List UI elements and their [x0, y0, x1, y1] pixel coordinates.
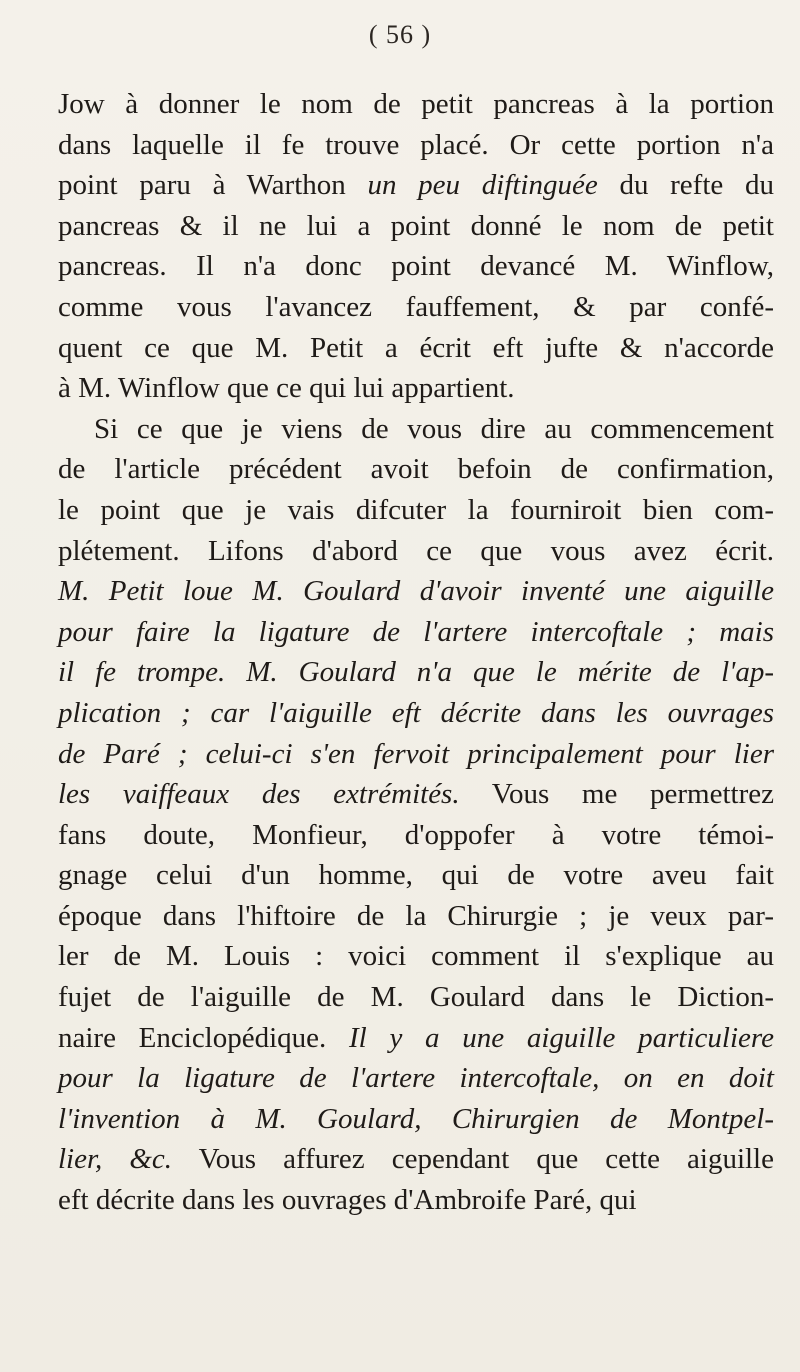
text-line	[58, 855, 774, 896]
italic-text-segment: il fe trompe. M. Goulard n'a que le mérite de l'ap-	[58, 656, 774, 689]
text-line	[58, 409, 774, 450]
text-segment: dans laquelle il fe trouve placé. Or cette portion n'a	[58, 128, 774, 161]
text-segment: pancreas & il ne lui a point donné le nom de petit	[58, 209, 774, 242]
text-line	[58, 774, 774, 815]
text-line	[58, 449, 774, 490]
text-line	[58, 612, 774, 653]
text-line	[58, 1099, 774, 1140]
text-line	[58, 206, 774, 247]
italic-text-segment: M. Petit loue M. Goulard d'avoir inventé une aiguille	[58, 575, 774, 608]
text-segment: fujet de l'aiguille de M. Goulard dans le Diction-	[58, 981, 774, 1014]
text-segment: eft décrite dans les ouvrages d'Ambroife Paré, qui	[58, 1184, 637, 1217]
text-line	[58, 246, 774, 287]
text-line	[58, 896, 774, 937]
text-line	[58, 531, 774, 572]
text-segment: naire Enciclopédique.	[58, 1021, 350, 1054]
italic-text-segment: de Paré ; celui-ci s'en fervoit principalement pour lier	[58, 737, 774, 770]
text-line	[58, 1018, 774, 1059]
text-segment: Vous affurez cependant que cette aiguille	[172, 1143, 774, 1176]
text-line	[58, 693, 774, 734]
text-line	[58, 125, 774, 166]
text-line	[58, 815, 774, 856]
text-segment: époque dans l'hiftoire de la Chirurgie ; je veux par-	[58, 899, 774, 932]
text-segment: à M. Winflow que ce qui lui appartient.	[58, 372, 515, 405]
text-segment: Jow à donner le nom de petit pancreas à la portion	[58, 88, 774, 120]
text-segment: quent ce que M. Petit a écrit eft jufte & n'accorde	[58, 331, 774, 364]
text-line	[58, 977, 774, 1018]
text-line	[58, 936, 774, 977]
text-segment: pancreas. Il n'a donc point devancé M. Winflow,	[58, 250, 774, 283]
italic-text-segment: lier, &c.	[58, 1143, 173, 1176]
text-line	[58, 1139, 774, 1180]
text-segment: fans doute, Monfieur, d'oppofer à votre témoi-	[58, 818, 774, 851]
text-segment: plétement. Lifons d'abord ce que vous avez écrit.	[58, 534, 774, 567]
text-line	[58, 1180, 774, 1221]
text-line	[58, 490, 774, 531]
text-line	[58, 571, 774, 612]
text-line	[58, 328, 774, 369]
text-line	[58, 165, 774, 206]
italic-text-segment: un peu diftinguée	[367, 169, 598, 202]
italic-text-segment: les vaiffeaux des extrémités.	[58, 778, 460, 811]
text-line	[58, 287, 774, 328]
text-segment: le point que je vais difcuter la fourniroit bien com-	[58, 493, 774, 526]
text-segment: ler de M. Louis : voici comment il s'explique au	[58, 940, 774, 973]
italic-text-segment: pour faire la ligature de l'artere intercoftale ; mais	[58, 615, 774, 648]
text-segment: comme vous l'avancez fauffement, & par confé-	[58, 290, 774, 323]
text-segment: Si ce que je viens de vous dire au commencement	[94, 412, 774, 445]
text-segment: du refte du	[597, 169, 774, 202]
text-segment: point paru à Warthon	[58, 169, 368, 202]
text-line	[58, 84, 774, 125]
text-line	[58, 1058, 774, 1099]
text-line	[58, 368, 774, 409]
page-number: ( 56 )	[368, 20, 432, 49]
italic-text-segment: pour la ligature de l'artere intercoftale, on en doit	[58, 1062, 774, 1095]
text-segment: de l'article précédent avoit befoin de confirmation,	[58, 453, 774, 486]
text-line	[58, 652, 774, 693]
italic-text-segment: Il y a une aiguille particuliere	[349, 1021, 774, 1054]
text-line	[58, 734, 774, 775]
text-segment: Vous me permettrez	[459, 778, 774, 811]
italic-text-segment: plication ; car l'aiguille eft décrite dans les ouvrages	[58, 696, 774, 729]
italic-text-segment: l'invention à M. Goulard, Chirurgien de Montpel-	[58, 1102, 774, 1135]
body-text	[58, 84, 774, 1221]
text-segment: gnage celui d'un homme, qui de votre aveu fait	[58, 859, 774, 892]
